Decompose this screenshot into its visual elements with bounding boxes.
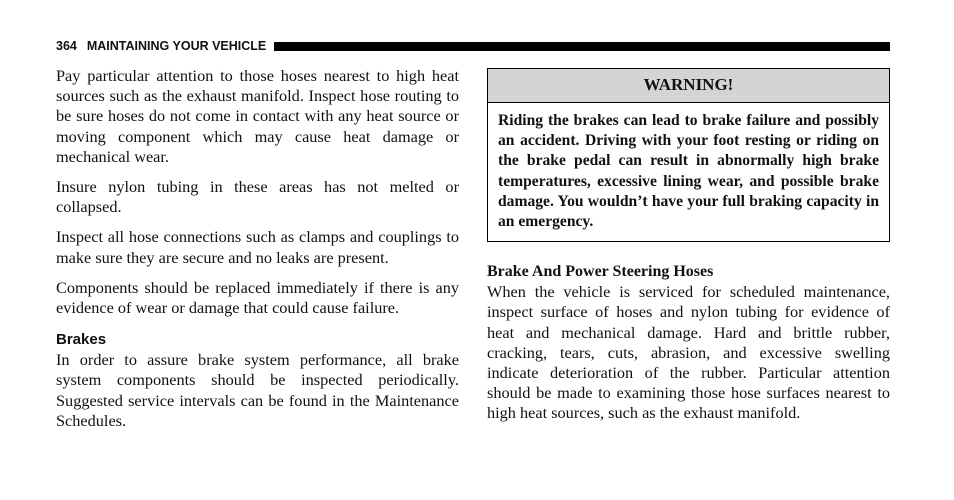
paragraph-hose-attention: Pay particular attention to those hoses nearest to high heat sources such as the exhaust manifold. Inspect hose routing to be sure hoses do not come in contact with any heat source or moving component which may cause heat damage or mechanical wear. [56,66,459,166]
paragraph-replace-components: Components should be replaced immediately if there is any evidence of wear or damage that could cause failure. [56,277,459,318]
warning-title: WARNING! [488,69,889,103]
right-column [487,66,890,424]
section-title: MAINTAINING YOUR VEHICLE [86,39,267,53]
brakes-heading: Brakes [56,331,107,349]
paragraph-hose-inspection: When the vehicle is serviced for scheduled maintenance, inspect surface of hoses and nylon tubing for evidence of heat and mechanical damage. Hard and brittle rubber, cracking, tears, cuts, abrasion, and excessive swelling indicate deterioration of the rubber. Particular attention should be made to examining those hose surfaces nearest to high heat sources, such as the exhaust manifold. [487,282,890,423]
paragraph-brake-performance: In order to assure brake system performance, all brake system components should be inspected periodically. Suggested service intervals can be found in the Maintenance Schedules. [56,350,459,430]
paragraph-nylon-tubing: Insure nylon tubing in these areas has not melted or collapsed. [56,177,459,217]
page-number: 364 [56,39,77,53]
left-column [56,66,459,431]
warning-box [487,68,890,242]
header-rule [274,42,890,51]
page-header [56,38,890,54]
hoses-heading: Brake And Power Steering Hoses [487,263,714,281]
paragraph-hose-connections: Inspect all hose connections such as clamps and couplings to make sure they are secure and no leaks are present. [56,227,459,267]
warning-text: Riding the brakes can lead to brake failure and possibly an accident. Driving with your foot resting or riding on the brake pedal can result in abnormally high brake temperatures, excessive lining wear, and possible brake damage. You wouldn’t have your full braking capacity in an emergency. [498,112,879,231]
